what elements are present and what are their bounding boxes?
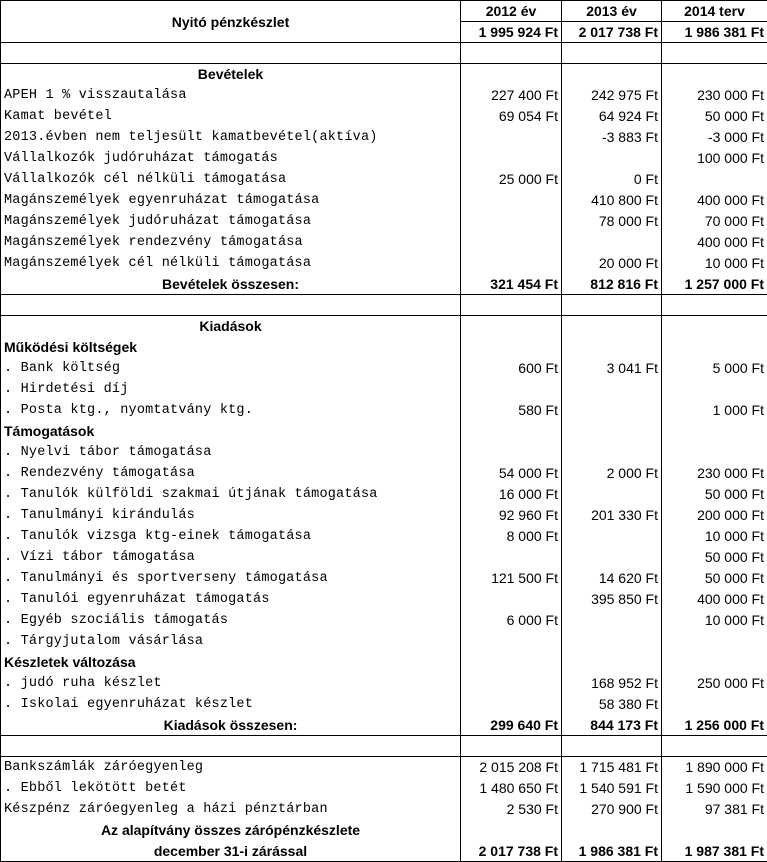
closing-total-label: Az alapítvány összes zárópénzkészlete [1,820,461,841]
row-value-2013: 270 900 Ft [562,799,662,820]
row-value-2012 [461,589,562,610]
expense-row [1,631,767,652]
row-label: . Hirdetési díj [1,379,461,400]
gap-cell [562,43,662,64]
row-value-2014: 400 000 Ft [662,589,767,610]
row-label: Készpénz záróegyenleg a házi pénztárban [1,799,461,820]
income-row [1,85,767,106]
total-label: Bevételek összesen: [1,274,461,295]
col-header-2013: 2013 év [562,1,662,22]
expense-row [1,694,767,715]
expense-row [1,673,767,694]
row-label: . Egyéb szociális támogatás [1,610,461,631]
income-row [1,106,767,127]
opening-2014: 1 986 381 Ft [662,22,767,43]
total-value-2012: 299 640 Ft [461,715,562,736]
row-value-2014: 50 000 Ft [662,484,767,505]
row-value-2013: 242 975 Ft [562,85,662,106]
expense-row [1,484,767,505]
income-row [1,148,767,169]
sheet-body [1,1,767,862]
closing-row [1,778,767,799]
empty-cell [562,64,662,85]
row-value-2012 [461,190,562,211]
row-value-2012 [461,631,562,652]
row-value-2012: 6 000 Ft [461,610,562,631]
empty-cell [662,652,767,673]
empty-cell [562,652,662,673]
row-value-2014: 1 000 Ft [662,400,767,421]
empty-cell [461,316,562,337]
gap-cell [461,43,562,64]
empty-cell [662,316,767,337]
row-value-2014: 200 000 Ft [662,505,767,526]
empty-cell [562,316,662,337]
row-label: . Tanulók vizsga ktg-einek támogatása [1,526,461,547]
row-label: Vállalkozók cél nélküli támogatása [1,169,461,190]
row-value-2014: 230 000 Ft [662,85,767,106]
income-row [1,211,767,232]
empty-cell [662,820,767,841]
row-value-2012: 54 000 Ft [461,463,562,484]
expense-row [1,379,767,400]
row-value-2014: 100 000 Ft [662,148,767,169]
row-value-2012 [461,694,562,715]
opening-2013: 2 017 738 Ft [562,22,662,43]
row-value-2013: 168 952 Ft [562,673,662,694]
row-value-2014: 50 000 Ft [662,106,767,127]
row-value-2012: 25 000 Ft [461,169,562,190]
row-label: . Tanulói egyenruházat támogatás [1,589,461,610]
row-value-2013: 78 000 Ft [562,211,662,232]
row-value-2014: 50 000 Ft [662,547,767,568]
income-row [1,127,767,148]
row-label: APEH 1 % visszautalása [1,85,461,106]
total-value-2014: 1 256 000 Ft [662,715,767,736]
empty-cell [461,64,562,85]
row-value-2013 [562,610,662,631]
row-label: . Tárgyjutalom vásárlása [1,631,461,652]
row-label: . Rendezvény támogatása [1,463,461,484]
row-value-2012 [461,211,562,232]
opening-2012: 1 995 924 Ft [461,22,562,43]
expense-group-title-row [1,337,767,358]
row-value-2013 [562,442,662,463]
total-value-2012: 2 017 738 Ft [461,841,562,862]
expense-row [1,442,767,463]
row-value-2013: 58 380 Ft [562,694,662,715]
expenses-total-row [1,715,767,736]
row-label: Magánszemélyek egyenruházat támogatása [1,190,461,211]
empty-cell [562,820,662,841]
income-row [1,253,767,274]
gap-cell [1,43,461,64]
empty-cell [461,337,562,358]
row-value-2013 [562,232,662,253]
row-value-2012: 92 960 Ft [461,505,562,526]
empty-cell [662,64,767,85]
row-value-2014: 50 000 Ft [662,568,767,589]
expense-row [1,610,767,631]
row-value-2013: 1 540 591 Ft [562,778,662,799]
row-value-2012: 121 500 Ft [461,568,562,589]
row-value-2012: 69 054 Ft [461,106,562,127]
row-value-2013: -3 883 Ft [562,127,662,148]
expense-row [1,526,767,547]
total-value-2014: 1 257 000 Ft [662,274,767,295]
row-label: . Tanulmányi és sportverseny támogatása [1,568,461,589]
row-value-2012 [461,253,562,274]
row-value-2014 [662,631,767,652]
expense-group-title: Készletek változása [1,652,461,673]
row-label: Magánszemélyek rendezvény támogatása [1,232,461,253]
row-value-2013: 14 620 Ft [562,568,662,589]
row-label: 2013.évben nem teljesült kamatbevétel(aktíva) [1,127,461,148]
row-value-2012: 2 015 208 Ft [461,757,562,778]
gap-cell [1,736,461,757]
expense-group-title-row [1,652,767,673]
row-label: . Vízi tábor támogatása [1,547,461,568]
expense-row [1,400,767,421]
row-value-2013: 201 330 Ft [562,505,662,526]
row-value-2013: 1 715 481 Ft [562,757,662,778]
expense-group-title: Támogatások [1,421,461,442]
empty-cell [562,337,662,358]
closing-row [1,757,767,778]
col-header-2012: 2012 év [461,1,562,22]
expense-row [1,589,767,610]
row-label: Magánszemélyek judóruházat támogatása [1,211,461,232]
total-value-2013: 812 816 Ft [562,274,662,295]
row-label: Kamat bevétel [1,106,461,127]
row-value-2014: 230 000 Ft [662,463,767,484]
row-value-2013 [562,379,662,400]
total-value-2013: 844 173 Ft [562,715,662,736]
row-value-2012: 8 000 Ft [461,526,562,547]
row-value-2014: 10 000 Ft [662,526,767,547]
gap-cell [461,295,562,316]
row-label: . Tanulmányi kirándulás [1,505,461,526]
row-value-2012 [461,127,562,148]
gap-row [1,43,767,64]
row-label: Vállalkozók judóruházat támogatás [1,148,461,169]
row-value-2012 [461,148,562,169]
row-value-2012 [461,673,562,694]
income-row [1,190,767,211]
row-value-2012: 580 Ft [461,400,562,421]
row-value-2013: 0 Ft [562,169,662,190]
row-value-2014 [662,169,767,190]
row-value-2013: 395 850 Ft [562,589,662,610]
row-value-2014 [662,694,767,715]
opening-label: Nyitó pénzkészlet [1,1,461,43]
expense-row [1,568,767,589]
row-value-2012: 227 400 Ft [461,85,562,106]
row-label: . judó ruha készlet [1,673,461,694]
row-value-2013 [562,148,662,169]
row-label: . Iskolai egyenruházat készlet [1,694,461,715]
empty-cell [461,820,562,841]
income-total-row [1,274,767,295]
empty-cell [461,652,562,673]
row-value-2012 [461,547,562,568]
row-value-2014 [662,379,767,400]
income-header: Bevételek [1,64,461,85]
gap-row [1,295,767,316]
expenses-header-row [1,316,767,337]
row-label: Bankszámlák záróegyenleg [1,757,461,778]
income-row [1,232,767,253]
header-row [1,1,767,22]
row-value-2014: 1 590 000 Ft [662,778,767,799]
expense-row [1,547,767,568]
income-header-row [1,64,767,85]
row-label: . Posta ktg., nyomtatvány ktg. [1,400,461,421]
empty-cell [662,337,767,358]
expense-group-title-row [1,421,767,442]
row-label: Magánszemélyek cél nélküli támogatása [1,253,461,274]
row-value-2012 [461,379,562,400]
gap-cell [1,295,461,316]
row-label: . Ebből lekötött betét [1,778,461,799]
total-label: december 31-i zárással [1,841,461,862]
row-value-2013: 2 000 Ft [562,463,662,484]
row-label: . Bank költség [1,358,461,379]
empty-cell [562,421,662,442]
row-value-2014: 1 890 000 Ft [662,757,767,778]
row-value-2014: 10 000 Ft [662,253,767,274]
row-value-2014 [662,442,767,463]
row-value-2014: 97 381 Ft [662,799,767,820]
row-label: . Nyelvi tábor támogatása [1,442,461,463]
expense-row [1,505,767,526]
closing-row [1,799,767,820]
expenses-header: Kiadások [1,316,461,337]
expense-row [1,358,767,379]
income-row [1,169,767,190]
row-value-2013 [562,400,662,421]
gap-cell [461,736,562,757]
row-value-2013 [562,631,662,652]
row-value-2014: 70 000 Ft [662,211,767,232]
row-value-2014: 10 000 Ft [662,610,767,631]
gap-cell [662,43,767,64]
row-value-2013: 64 924 Ft [562,106,662,127]
empty-cell [461,421,562,442]
row-value-2013: 410 800 Ft [562,190,662,211]
row-value-2013 [562,484,662,505]
row-value-2013: 20 000 Ft [562,253,662,274]
total-value-2014: 1 987 381 Ft [662,841,767,862]
row-value-2012: 1 480 650 Ft [461,778,562,799]
row-value-2012: 16 000 Ft [461,484,562,505]
row-value-2012 [461,442,562,463]
row-value-2014: 400 000 Ft [662,190,767,211]
gap-row [1,736,767,757]
gap-cell [562,295,662,316]
row-value-2014: 250 000 Ft [662,673,767,694]
closing-total-label-row [1,820,767,841]
empty-cell [662,421,767,442]
gap-cell [662,736,767,757]
gap-cell [662,295,767,316]
total-value-2012: 321 454 Ft [461,274,562,295]
row-value-2013 [562,526,662,547]
expense-row [1,463,767,484]
row-value-2013: 3 041 Ft [562,358,662,379]
row-label: . Tanulók külföldi szakmai útjának támogatása [1,484,461,505]
closing-total-row [1,841,767,862]
total-label: Kiadások összesen: [1,715,461,736]
total-value-2013: 1 986 381 Ft [562,841,662,862]
expense-group-title: Működési költségek [1,337,461,358]
col-header-2014: 2014 terv [662,1,767,22]
gap-cell [562,736,662,757]
row-value-2013 [562,547,662,568]
row-value-2012: 600 Ft [461,358,562,379]
row-value-2014: -3 000 Ft [662,127,767,148]
row-value-2014: 5 000 Ft [662,358,767,379]
row-value-2014: 400 000 Ft [662,232,767,253]
row-value-2012 [461,232,562,253]
row-value-2012: 2 530 Ft [461,799,562,820]
